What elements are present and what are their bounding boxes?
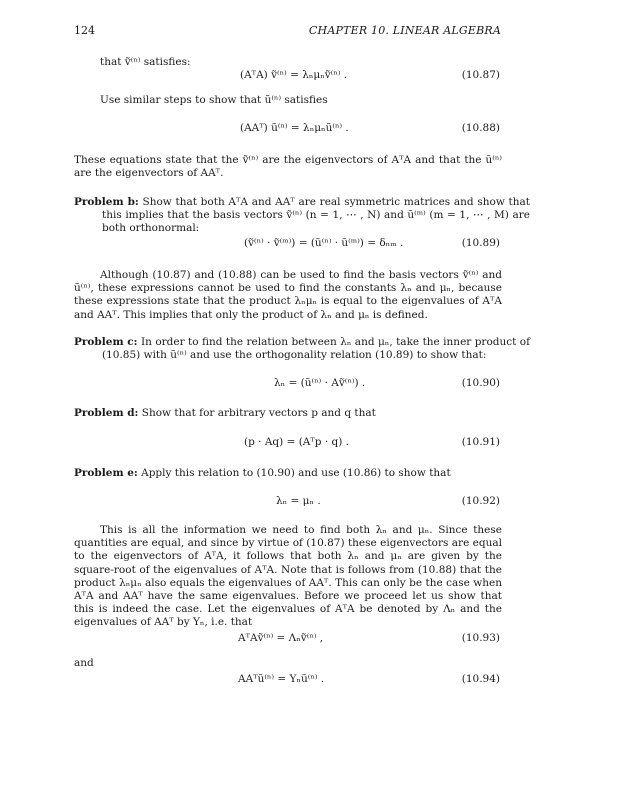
problem-text: In order to find the relation between λₙ and μₙ, take the inner product of (10.85) with ũ⁽ⁿ⁾ and use the orthogonality relation (10.89) to show that:: [102, 336, 530, 362]
problem-label: Problem e:: [74, 467, 138, 479]
problem-c: [74, 336, 530, 362]
equation-10-91: (p · Aq) = (Aᵀp · q) .: [244, 436, 350, 448]
equation-number: (10.92): [461, 495, 500, 507]
equation-number: (10.88): [461, 122, 500, 134]
equation-10-87: (AᵀA) ṽ⁽ⁿ⁾ = λₙμₙṽ⁽ⁿ⁾ .: [240, 69, 348, 81]
equation-number: (10.93): [461, 632, 500, 644]
problem-label: Problem d:: [74, 407, 139, 419]
equation-10-88: (AAᵀ) ũ⁽ⁿ⁾ = λₙμₙũ⁽ⁿ⁾ .: [240, 122, 349, 134]
equation-10-89: (ṽ⁽ⁿ⁾ · ṽ⁽ᵐ⁾) = (ũ⁽ⁿ⁾ · ũ⁽ᵐ⁾) = δₙₘ .: [244, 237, 404, 249]
equation-number: (10.90): [461, 377, 500, 389]
paragraph: These equations state that the ṽ⁽ⁿ⁾ are the eigenvectors of AᵀA and that the ũ⁽ⁿ⁾ are the eigenvectors of AAᵀ.: [74, 154, 502, 180]
equation-10-92: λₙ = μₙ .: [276, 495, 321, 507]
equation-10-93: AᵀAṽ⁽ⁿ⁾ = Λₙṽ⁽ⁿ⁾ ,: [238, 632, 324, 644]
text-line: Use similar steps to show that ũ⁽ⁿ⁾ satisfies: [100, 94, 328, 106]
problem-text: Show that both AᵀA and AAᵀ are real symmetric matrices and show that this implies that the basis vectors ṽ⁽ⁿ⁾ (n = 1, ⋯ , N) and ũ⁽ᵐ⁾ (m = 1, ⋯ , M) are both orthonormal:: [102, 196, 530, 235]
problem-d: [74, 407, 502, 420]
problem-text: Show that for arbitrary vectors p and q that: [141, 407, 376, 419]
chapter-header: CHAPTER 10. LINEAR ALGEBRA: [308, 24, 501, 37]
equation-10-90: λₙ = (ũ⁽ⁿ⁾ · Aṽ⁽ⁿ⁾) .: [274, 377, 366, 389]
equation-number: (10.89): [461, 237, 500, 249]
text-line: that ṽ⁽ⁿ⁾ satisfies:: [100, 56, 191, 68]
equation-10-94: AAᵀũ⁽ⁿ⁾ = Υₙũ⁽ⁿ⁾ .: [238, 673, 325, 685]
equation-number: (10.91): [461, 436, 500, 448]
problem-e: [74, 467, 502, 480]
paragraph: This is all the information we need to find both λₙ and μₙ. Since these quantities are equal, and since by virtue of (10.87) these eigenvectors are equal to the eigenvectors of AᵀA, it follows that both λₙ and μₙ are given by the square-root of the eigenvalues of AᵀA. Note that is follows from (10.88) that the product λₙμₙ also equals the eigenvalues of AAᵀ. This can only be the case when AᵀA and AAᵀ have the same eigenvalues. Before we proceed let us show that this is indeed the case. Let the eigenvalues of AᵀA be denoted by Λₙ and the eigenvalues of AAᵀ by Υₙ, i.e. that: [74, 524, 502, 629]
problem-b: [74, 196, 530, 236]
problem-label: Problem b:: [74, 196, 139, 208]
equation-number: (10.87): [461, 69, 500, 81]
page-number: 124: [74, 24, 95, 37]
equation-number: (10.94): [461, 673, 500, 685]
problem-label: Problem c:: [74, 336, 138, 348]
paragraph: Although (10.87) and (10.88) can be used to find the basis vectors ṽ⁽ⁿ⁾ and ũ⁽ⁿ⁾, these expressions cannot be used to find the constants λₙ and μₙ, because these expressions state that the product λₙμₙ is equal to the eigenvalues of AᵀA and AAᵀ. This implies that only the product of λₙ and μₙ is defined.: [74, 269, 502, 321]
text-line: and: [74, 657, 94, 669]
problem-text: Apply this relation to (10.90) and use (10.86) to show that: [141, 467, 451, 479]
